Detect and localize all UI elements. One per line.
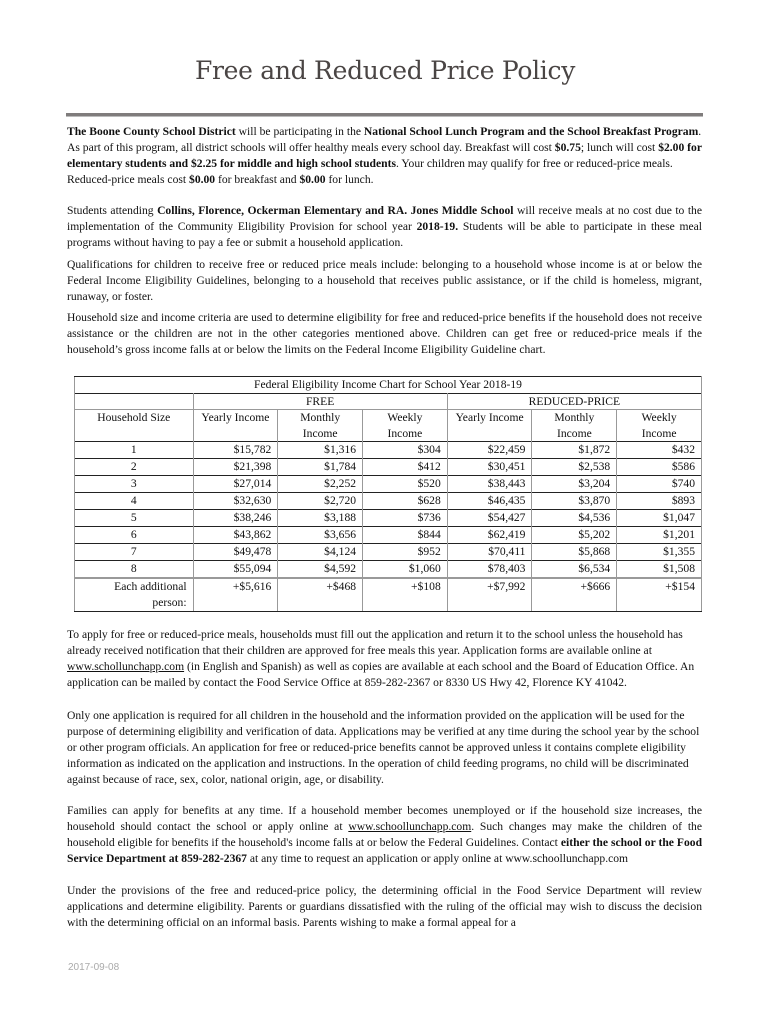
free-weekly: $736 — [363, 510, 448, 527]
table-row — [75, 459, 702, 476]
text-span: (in English and Spanish) as well as copies are available at each school and the Board of Education Office. An application can be mailed by contact the Food Service Office at 859-282-2367 or 8330 US Hwy 42, Florence KY 41042. — [67, 660, 695, 689]
reduced-yearly: $30,451 — [447, 459, 532, 476]
eligibility-income-table — [74, 376, 702, 612]
free-monthly: $1,784 — [278, 459, 363, 476]
text-span: . Such changes may make the children of the household eligible for benefits if the household's income falls at or below the Federal Guidelines. Contact — [67, 820, 702, 849]
empty-cell — [75, 393, 194, 410]
reduced-weekly: $1,201 — [617, 527, 702, 544]
application-paragraph — [67, 627, 702, 691]
free-weekly: $844 — [363, 527, 448, 544]
free-monthly: $4,592 — [278, 561, 363, 579]
breakfast-price: $0.75 — [554, 141, 581, 154]
reduced-weekly: $893 — [617, 493, 702, 510]
free-weekly: $520 — [363, 476, 448, 493]
title-divider — [66, 113, 703, 117]
col-reduced-monthly: Monthly Income — [532, 410, 617, 442]
table-row — [75, 510, 702, 527]
cep-schools: Collins, Florence, Ockerman Elementary and RA. Jones Middle School — [157, 204, 514, 217]
reduced-monthly: $5,202 — [532, 527, 617, 544]
table-row — [75, 544, 702, 561]
free-yearly: $38,246 — [193, 510, 278, 527]
free-yearly: $27,014 — [193, 476, 278, 493]
text-span: Families can apply for benefits at any time. If a household member becomes unemployed or if the household size increases, the household should contact the school or apply online at — [67, 804, 702, 833]
reduced-weekly: $1,508 — [617, 561, 702, 579]
reduced-yearly: $70,411 — [447, 544, 532, 561]
col-reduced-weekly: Weekly Income — [617, 410, 702, 442]
free-weekly: +$108 — [363, 578, 448, 612]
reduced-yearly: $38,443 — [447, 476, 532, 493]
text-span: . Your children may qualify for free or reduced-price meals. Reduced-price meals cost — [67, 157, 673, 186]
reduced-weekly: $1,355 — [617, 544, 702, 561]
application-link[interactable]: www.schollunchapp.com — [67, 660, 185, 673]
reduced-yearly: $22,459 — [447, 442, 532, 459]
school-year: 2018-19. — [416, 220, 459, 233]
table-row — [75, 527, 702, 544]
col-free-weekly: Weekly Income — [363, 410, 448, 442]
free-yearly: $49,478 — [193, 544, 278, 561]
apply-anytime-paragraph — [67, 803, 702, 867]
free-monthly: +$468 — [278, 578, 363, 612]
reduced-monthly: +$666 — [532, 578, 617, 612]
reduced-breakfast-price: $0.00 — [189, 173, 216, 186]
footer-date: 2017-09-08 — [68, 962, 120, 973]
page-title: Free and Reduced Price Policy — [194, 56, 576, 85]
text-span: will be participating in the — [235, 125, 364, 138]
reduced-monthly: $6,534 — [532, 561, 617, 579]
free-yearly: $21,398 — [193, 459, 278, 476]
household-size: 1 — [75, 442, 194, 459]
reduced-yearly: $46,435 — [447, 493, 532, 510]
col-household-size: Household Size — [75, 410, 194, 442]
table-row — [75, 476, 702, 493]
household-size: 8 — [75, 561, 194, 579]
group-reduced: REDUCED-PRICE — [447, 393, 701, 410]
cep-paragraph — [67, 203, 702, 251]
col-free-yearly: Yearly Income — [193, 410, 278, 442]
table-row — [75, 561, 702, 579]
table-row — [75, 493, 702, 510]
free-yearly: $55,094 — [193, 561, 278, 579]
text-span: ; lunch will cost — [580, 141, 659, 154]
col-free-monthly: Monthly Income — [278, 410, 363, 442]
reduced-monthly: $1,872 — [532, 442, 617, 459]
income-criteria-paragraph: Household size and income criteria are used to determine eligibility for free and reduced-price benefits if the household does not receive assistance or the children are not in the other categories mentioned above. Children can get free or reduced-price meals if the household’s gross income falls at or below the limits on the Federal Income Eligibility Guideline chart. — [67, 311, 702, 356]
reduced-yearly: $62,419 — [447, 527, 532, 544]
household-size: 3 — [75, 476, 194, 493]
text-span: will receive meals at no cost due to the implementation of the Community Eligibility Provision for school year — [67, 204, 702, 233]
free-monthly: $4,124 — [278, 544, 363, 561]
appeal-paragraph: Under the provisions of the free and reduced-price policy, the determining official in the Food Service Department will review applications and determine eligibility. Parents or guardians dissatisfied with the ruling of the official may wish to discuss the decision with the determining official on an informal basis. Parents wishing to make a formal appeal for a — [67, 884, 702, 929]
household-size: 7 — [75, 544, 194, 561]
household-size: 6 — [75, 527, 194, 544]
free-weekly: $304 — [363, 442, 448, 459]
reduced-weekly: $586 — [617, 459, 702, 476]
free-yearly: +$5,616 — [193, 578, 278, 612]
table-caption: Federal Eligibility Income Chart for School Year 2018-19 — [75, 377, 702, 394]
free-weekly: $1,060 — [363, 561, 448, 579]
reduced-yearly: +$7,992 — [447, 578, 532, 612]
free-weekly: $628 — [363, 493, 448, 510]
reduced-monthly: $3,870 — [532, 493, 617, 510]
program-name: National School Lunch Program and the School Breakfast Program — [363, 125, 699, 138]
additional-person-label: Each additional person: — [75, 578, 194, 612]
free-monthly: $2,252 — [278, 476, 363, 493]
free-monthly: $1,316 — [278, 442, 363, 459]
contact-info: either the school or the Food Service Department at 859-282-2367 — [67, 836, 703, 865]
reduced-yearly: $78,403 — [447, 561, 532, 579]
reduced-monthly: $3,204 — [532, 476, 617, 493]
reduced-yearly: $54,427 — [447, 510, 532, 527]
lunch-price: $2.00 for elementary students and $2.25 for middle and high school students — [67, 141, 702, 170]
text-span: Students attending — [67, 204, 158, 217]
household-size: 4 — [75, 493, 194, 510]
group-free: FREE — [193, 393, 447, 410]
free-monthly: $2,720 — [278, 493, 363, 510]
text-span: at any time to request an application or apply online at www.schoollunchapp.com — [246, 852, 629, 865]
text-span: . As part of this program, all district schools will offer healthy meals every school day. Breakfast will cost — [67, 125, 702, 154]
text-span: Students will be able to participate in these meal programs without having to pay a fee or submit a household application. — [67, 220, 703, 249]
col-reduced-yearly: Yearly Income — [447, 410, 532, 442]
free-monthly: $3,656 — [278, 527, 363, 544]
school-lunch-app-link[interactable]: www.schoollunchapp.com — [348, 820, 472, 833]
table-row-additional-person — [75, 578, 702, 612]
free-monthly: $3,188 — [278, 510, 363, 527]
reduced-monthly: $5,868 — [532, 544, 617, 561]
reduced-weekly: $1,047 — [617, 510, 702, 527]
reduced-monthly: $2,538 — [532, 459, 617, 476]
reduced-weekly: +$154 — [617, 578, 702, 612]
reduced-weekly: $740 — [617, 476, 702, 493]
reduced-weekly: $432 — [617, 442, 702, 459]
one-application-paragraph: Only one application is required for all children in the household and the information provided on the application will be used for the purpose of determining eligibility and verification of data. Applications may be verified at any time during the school year by the school or other program officials. An application for free or reduced-price benefits cannot be approved unless it contains complete eligibility information as indicated on the application and instructions. In the operation of child feeding programs, no child will be discriminated against because of race, sex, color, national origin, age, or disability. — [67, 709, 700, 786]
household-size: 2 — [75, 459, 194, 476]
reduced-lunch-price: $0.00 — [299, 173, 326, 186]
free-yearly: $15,782 — [193, 442, 278, 459]
reduced-monthly: $4,536 — [532, 510, 617, 527]
qualifications-paragraph: Qualifications for children to receive free or reduced price meals include: belonging to a household whose income is at or below the Federal Income Eligibility Guidelines, belonging to a household that receives public assistance, or if the child is homeless, migrant, runaway, or foster. — [67, 258, 702, 303]
free-weekly: $412 — [363, 459, 448, 476]
table-row — [75, 442, 702, 459]
text-span: To apply for free or reduced-price meals, households must fill out the application and return it to the school unless the household has already received notification that their children are approved for free meals this year. Application forms are available online at — [67, 628, 683, 657]
free-yearly: $32,630 — [193, 493, 278, 510]
intro-paragraph — [67, 124, 702, 188]
household-size: 5 — [75, 510, 194, 527]
district-name: The Boone County School District — [67, 125, 236, 138]
free-yearly: $43,862 — [193, 527, 278, 544]
text-span: for lunch. — [325, 173, 374, 186]
text-span: for breakfast and — [215, 173, 300, 186]
free-weekly: $952 — [363, 544, 448, 561]
